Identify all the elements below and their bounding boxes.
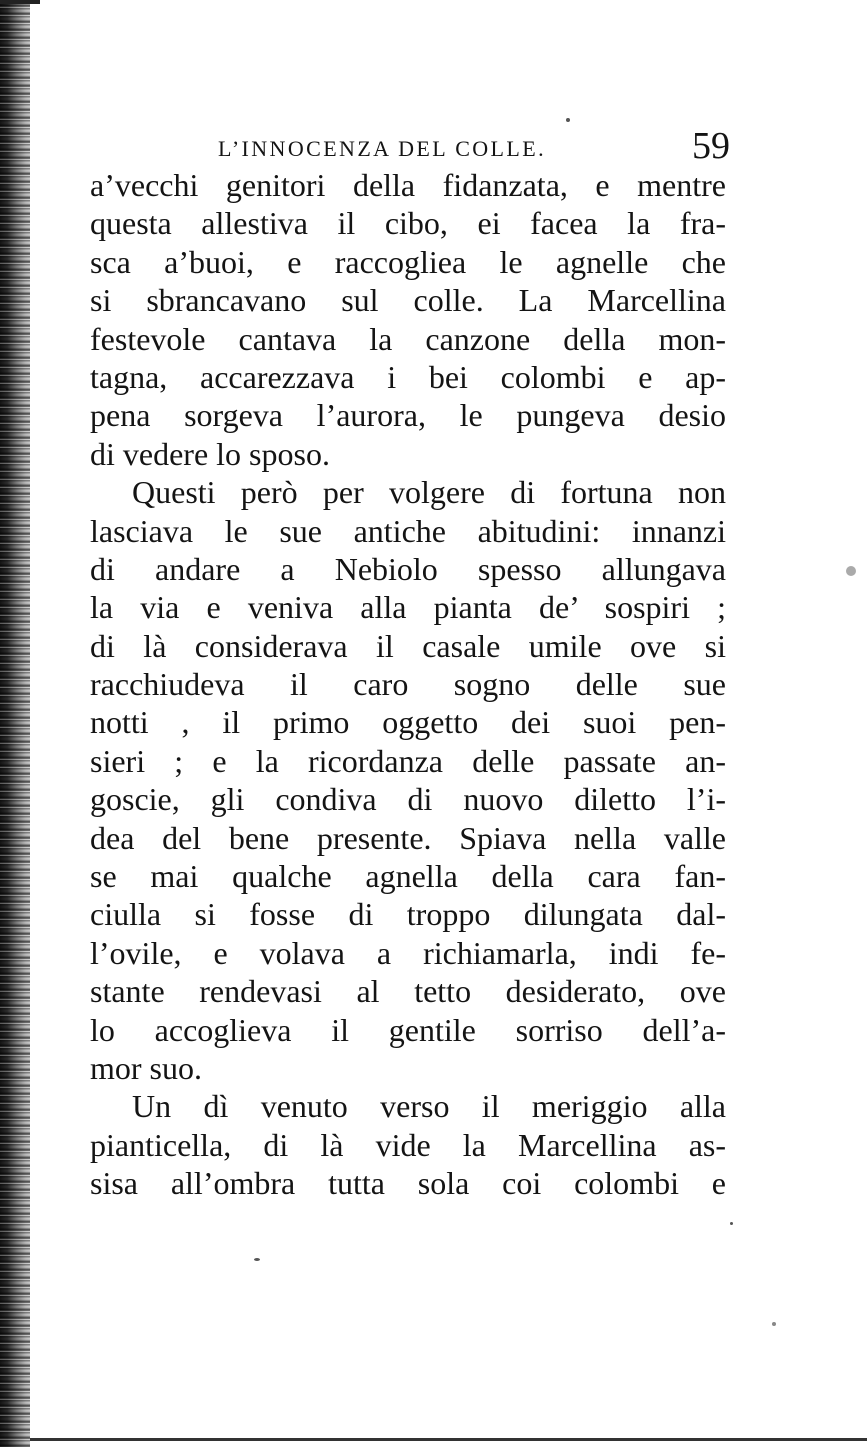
text-line: pianticella, di là vide la Marcellina as- bbox=[90, 1126, 726, 1163]
text-line: la via e veniva alla pianta de’ sospiri ; bbox=[90, 589, 726, 626]
text-line: dea del bene presente. Spiava nella valle bbox=[90, 819, 726, 856]
scan-speck bbox=[772, 1322, 776, 1326]
page-number: 59 bbox=[692, 125, 730, 167]
text-line: sieri ; e la ricordanza delle passate an- bbox=[90, 742, 726, 779]
text-line: racchiudeva il caro sogno delle sue bbox=[90, 666, 726, 703]
text-line: stante rendevasi al tetto desiderato, ove bbox=[90, 973, 726, 1010]
text-line: mor suo. bbox=[90, 1049, 202, 1086]
text-line: si sbrancavano sul colle. La Marcellina bbox=[90, 282, 726, 319]
text-line: sisa all’ombra tutta sola coi colombi e bbox=[90, 1165, 726, 1202]
text-line: Questi però per volgere di fortuna non bbox=[132, 474, 726, 511]
page-bottom-edge bbox=[30, 1438, 867, 1441]
text-line: Un dì venuto verso il meriggio alla bbox=[132, 1088, 726, 1125]
page-header bbox=[90, 124, 730, 170]
scan-speck bbox=[730, 1222, 733, 1225]
text-line: a’vecchi genitori della fidanzata, e mentre bbox=[90, 167, 726, 203]
scan-speck bbox=[846, 566, 856, 576]
text-line: notti , il primo oggetto dei suoi pen- bbox=[90, 704, 726, 741]
text-line: di andare a Nebiolo spesso allungava bbox=[90, 550, 726, 587]
text-line: di vedere lo sposo. bbox=[90, 435, 330, 472]
text-line: festevole cantava la canzone della mon- bbox=[90, 320, 726, 357]
text-line: pena sorgeva l’aurora, le pungeva desio bbox=[90, 397, 726, 434]
scan-speck bbox=[566, 118, 570, 122]
text-line: l’ovile, e volava a richiamarla, indi fe- bbox=[90, 934, 726, 971]
text-line: se mai qualche agnella della cara fan- bbox=[90, 858, 726, 895]
text-line: ciulla si fosse di troppo dilungata dal- bbox=[90, 896, 726, 933]
body-text bbox=[90, 166, 726, 1203]
text-line: lasciava le sue antiche abitudini: innanzi bbox=[90, 512, 726, 549]
text-line: di là considerava il casale umile ove si bbox=[90, 627, 726, 664]
text-line: lo accoglieva il gentile sorriso dell’a- bbox=[90, 1011, 726, 1048]
spine-top-mark bbox=[0, 0, 40, 4]
text-line: questa allestiva il cibo, ei facea la fra- bbox=[90, 205, 726, 242]
text-line: sca a’buoi, e raccogliea le agnelle che bbox=[90, 243, 726, 280]
text-line: tagna, accarezzava i bei colombi e ap- bbox=[90, 358, 726, 395]
scan-speck bbox=[254, 1258, 260, 1261]
book-spine-edge bbox=[0, 0, 30, 1447]
text-line: goscie, gli condiva di nuovo diletto l’i- bbox=[90, 781, 726, 818]
running-head: L’INNOCENZA DEL COLLE. bbox=[218, 136, 546, 161]
